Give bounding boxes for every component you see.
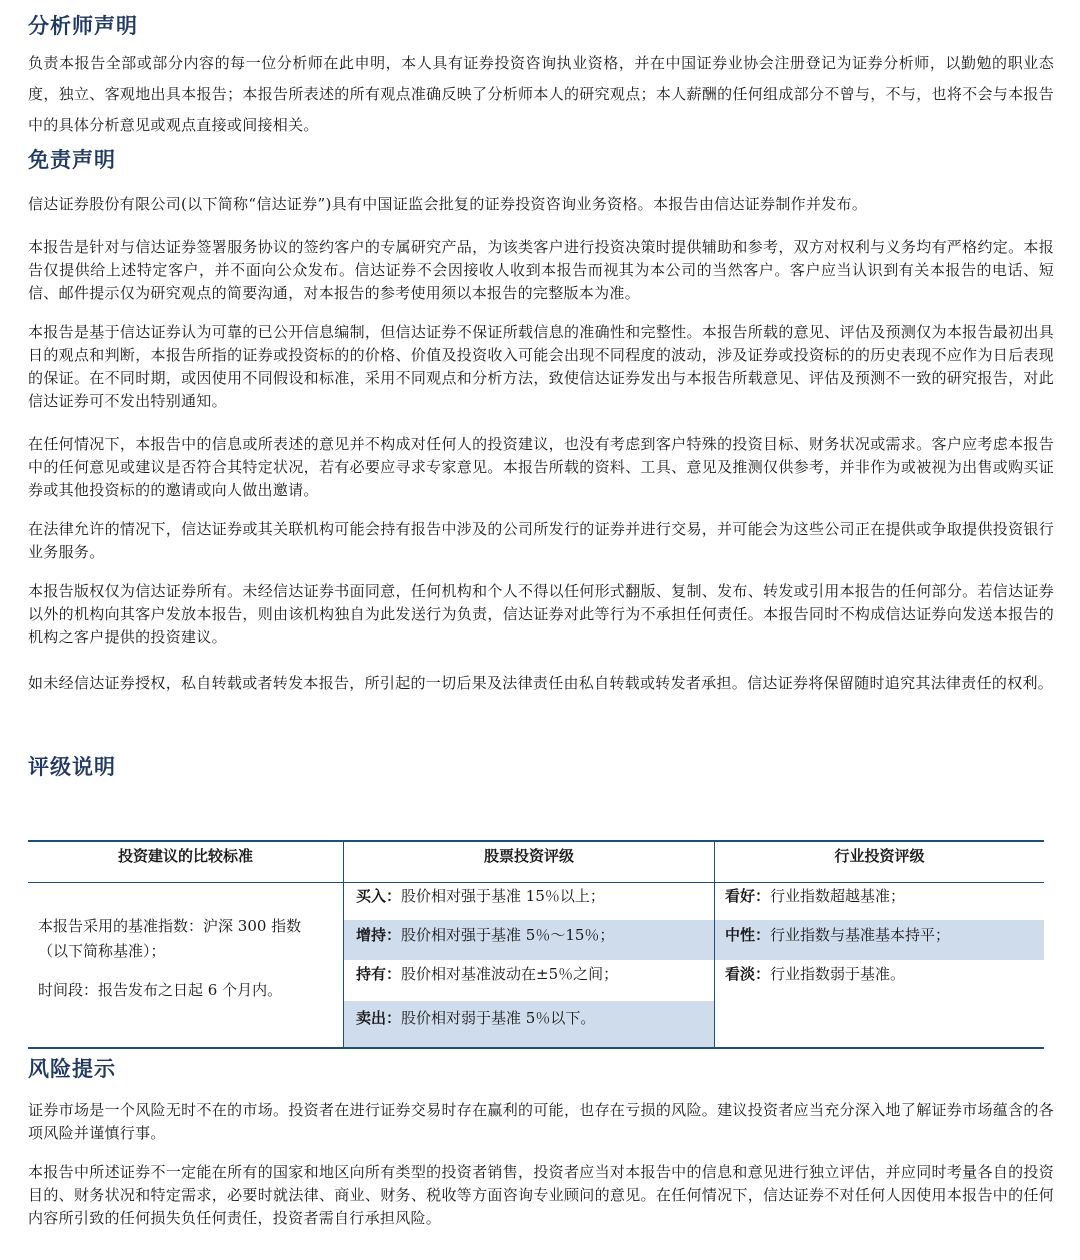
- benchmark-period-line: 时间段：报告发布之日起 6 个月内。: [38, 981, 283, 999]
- rating-heading: 评级说明: [28, 755, 116, 779]
- risk-paragraph-2: 本报告中所述证券不一定能在所有的国家和地区向所有类型的投资者销售，投资者应当对本报告中的信息和意见进行独立评估，并应同时考量各自的投资目的、财务状况和特定需求，必要时就法律、商业、财务、税收等方面咨询专业顾问的意见。在任何情况下，信达证券不对任何人因使用本报告中的任何内容所引致的任何损失负任何责任，投资者需自行承担风险。: [28, 1163, 1054, 1227]
- industry-rating-negative: [725, 962, 905, 986]
- industry-rating-label: 看好：: [725, 887, 771, 905]
- industry-rating-positive: [725, 884, 905, 908]
- stock-rating-desc: 股价相对基准波动在±5％之间；: [401, 965, 619, 983]
- stock-rating-hold: [356, 962, 618, 986]
- risk-heading: 风险提示: [28, 1057, 116, 1081]
- disclaimer-paragraph-3: 本报告是基于信达证券认为可靠的已公开信息编制，但信达证券不保证所载信息的准确性和完整性。本报告所载的意见、评估及预测仅为本报告最初出具日的观点和判断，本报告所指的证券或投资标的的价格、价值及投资收入可能会出现不同程度的波动，涉及证券或投资标的的历史表现不应作为日后表现的保证。在不同时期，或因使用不同假设和标准，采用不同观点和分析方法，致使信达证券发出与本报告所载意见、评估及预测不一致的研究报告，对此信达证券可不发出特别通知。: [28, 323, 1054, 410]
- stock-rating-label: 买入：: [356, 887, 402, 905]
- analyst-statement-text: 负责本报告全部或部分内容的每一位分析师在此申明，本人具有证券投资咨询执业资格，并在中国证券业协会注册登记为证券分析师，以勤勉的职业态度，独立、客观地出具本报告；本报告所表述的所有观点准确反映了分析师本人的研究观点；本人薪酬的任何组成部分不曾与，不与，也将不会与本报告中的具体分析意见或观点直接或间接相关。: [28, 54, 1054, 134]
- stock-rating-overweight: [356, 923, 614, 947]
- table-header-rule: [28, 882, 1044, 883]
- stock-rating-sell: [356, 1006, 595, 1030]
- stock-rating-label: 卖出：: [356, 1009, 402, 1027]
- table-top-rule: [28, 840, 1044, 842]
- risk-paragraph-1: 证券市场是一个风险无时不在的市场。投资者在进行证券交易时存在赢利的可能，也存在亏损的风险。建议投资者应当充分深入地了解证券市场蕴含的各项风险并谨慎行事。: [28, 1101, 1054, 1142]
- col-header-industry-rating: 行业投资评级: [834, 847, 925, 865]
- disclaimer-heading: 免责声明: [28, 148, 116, 172]
- col-header-benchmark: 投资建议的比较标准: [117, 847, 253, 865]
- disclaimer-paragraph-7: 如未经信达证券授权，私自转载或者转发本报告，所引起的一切后果及法律责任由私自转载或转发者承担。信达证券将保留随时追究其法律责任的权利。: [28, 674, 1054, 692]
- table-bottom-rule: [28, 1047, 1044, 1049]
- disclaimer-paragraph-1: 信达证券股份有限公司(以下简称“信达证券”)具有中国证监会批复的证券投资咨询业务资格。本报告由信达证券制作并发布。: [28, 195, 868, 213]
- industry-rating-desc: 行业指数超越基准；: [770, 887, 906, 905]
- col-header-stock-rating: 股票投资评级: [483, 847, 574, 865]
- stock-rating-label: 持有：: [356, 965, 402, 983]
- disclaimer-paragraph-5: 在法律允许的情况下，信达证券或其关联机构可能会持有报告中涉及的公司所发行的证券并进行交易，并可能会为这些公司正在提供或争取提供投资银行业务服务。: [28, 520, 1054, 561]
- industry-rating-neutral: [725, 923, 950, 947]
- industry-rating-desc: 行业指数弱于基准。: [770, 965, 906, 983]
- industry-rating-desc: 行业指数与基准基本持平；: [770, 926, 951, 944]
- disclaimer-paragraph-2: 本报告是针对与信达证券签署服务协议的签约客户的专属研究产品，为该类客户进行投资决策时提供辅助和参考，双方对权利与义务均有严格约定。本报告仅提供给上述特定客户，并不面向公众发布。信达证券不会因接收人收到本报告而视其为本公司的当然客户。客户应当认识到有关本报告的电话、短信、邮件提示仅为研究观点的简要沟通，对本报告的参考使用须以本报告的完整版本为准。: [28, 238, 1054, 302]
- disclaimer-paragraph-6: 本报告版权仅为信达证券所有。未经信达证券书面同意，任何机构和个人不得以任何形式翻版、复制、发布、转发或引用本报告的任何部分。若信达证券以外的机构向其客户发放本报告，则由该机构独自为此发送行为负责，信达证券对此等行为不承担任何责任。本报告同时不构成信达证券向发送本报告的机构之客户提供的投资建议。: [28, 582, 1054, 646]
- disclaimer-paragraph-4: 在任何情况下，本报告中的信息或所表述的意见并不构成对任何人的投资建议，也没有考虑到客户特殊的投资目标、财务状况或需求。客户应考虑本报告中的任何意见或建议是否符合其特定状况，若有必要应寻求专家意见。本报告所载的资料、工具、意见及推测仅供参考，并非作为或被视为出售或购买证券或其他投资标的的邀请或向人做出邀请。: [28, 435, 1054, 499]
- stock-rating-buy: [356, 884, 605, 908]
- rating-table: [28, 840, 1044, 1049]
- stock-rating-desc: 股价相对强于基准 5％～15％；: [401, 926, 615, 944]
- benchmark-index-line: 本报告采用的基准指数：沪深 300 指数（以下简称基准）；: [38, 917, 302, 960]
- stock-rating-desc: 股价相对弱于基准 5％以下。: [401, 1009, 596, 1027]
- industry-rating-label: 中性：: [725, 926, 771, 944]
- stock-rating-desc: 股价相对强于基准 15％以上；: [401, 887, 605, 905]
- analyst-statement-heading: 分析师声明: [28, 14, 138, 38]
- stock-rating-label: 增持：: [356, 926, 402, 944]
- industry-rating-label: 看淡：: [725, 965, 771, 983]
- benchmark-description: [38, 914, 328, 1017]
